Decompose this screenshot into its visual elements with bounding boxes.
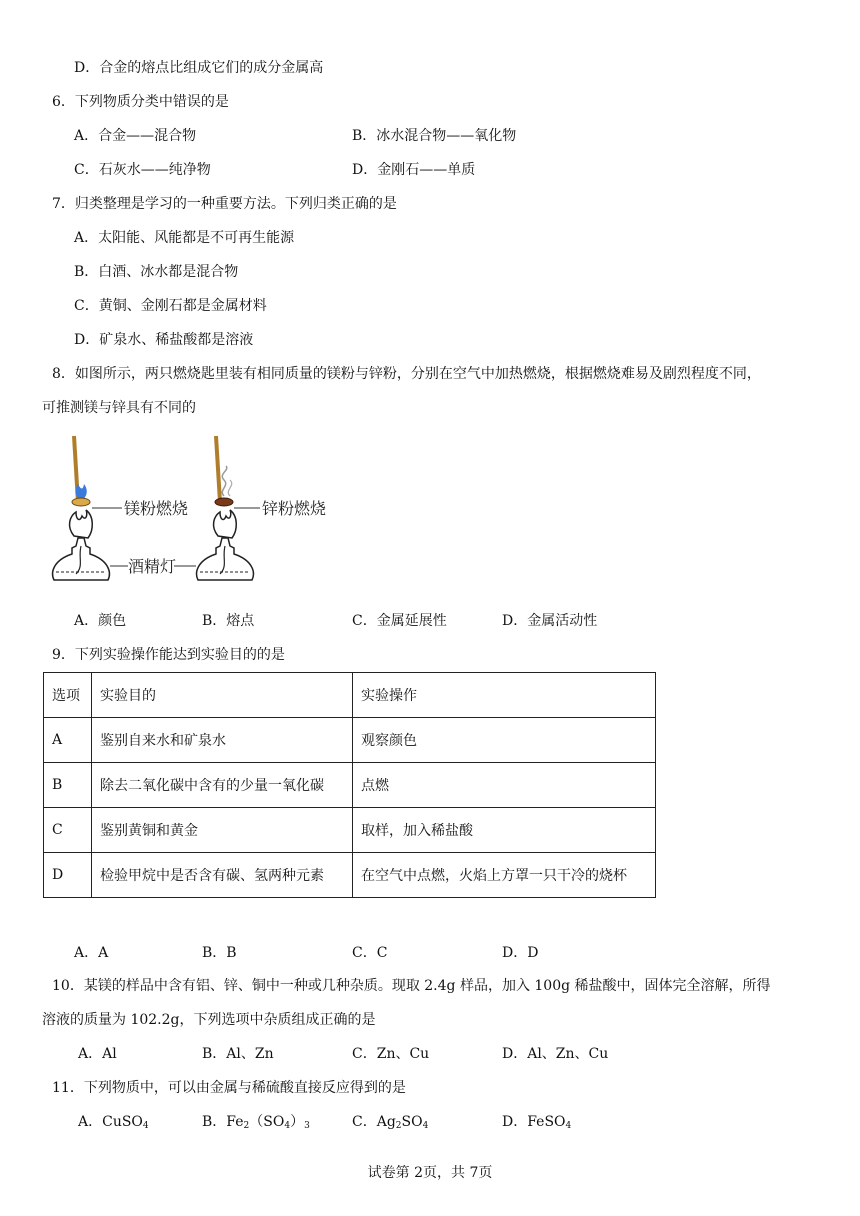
q10-option-a: A．Al: [78, 1046, 117, 1062]
page-footer: 试卷第 2页，共 7页: [367, 1165, 493, 1181]
q8-option-b: B．熔点: [202, 613, 255, 629]
smoke-icon: [222, 466, 227, 496]
table-row: [44, 718, 656, 763]
q11-option-c-sub1: 2: [395, 1121, 402, 1131]
q6-option-a: A．合金——混合物: [74, 128, 197, 144]
lamp-flame-icon: [214, 510, 237, 538]
q11-option-b-sub3: 3: [304, 1121, 310, 1131]
table-cell: D: [44, 853, 92, 898]
table-cell: 鉴别自来水和矿泉水: [92, 718, 353, 763]
table-cell: 取样，加入稀盐酸: [353, 808, 656, 853]
q8-option-d: D．金属活动性: [502, 613, 598, 629]
table-cell: 在空气中点燃，火焰上方罩一只干冷的烧杯: [353, 853, 656, 898]
table-row: [44, 763, 656, 808]
q11-option-a: [78, 1112, 149, 1132]
label-mg: 镁粉燃烧: [124, 499, 189, 518]
q10-option-c: C．Zn、Cu: [352, 1046, 430, 1062]
q11-option-d-text: D．FeSO: [502, 1114, 566, 1130]
q11-option-a-text: A．CuSO: [78, 1114, 143, 1130]
q7-option-a: A．太阳能、风能都是不可再生能源: [74, 230, 295, 246]
table-header: 选项: [44, 673, 92, 718]
table-cell: 除去二氧化碳中含有的少量一氧化碳: [92, 763, 353, 808]
table-cell: 观察颜色: [353, 718, 656, 763]
q11-option-c-text: C．Ag: [352, 1114, 396, 1130]
table-cell: B: [44, 763, 92, 808]
label-zn: 锌粉燃烧: [262, 499, 327, 518]
q11-option-c-mid: SO: [401, 1114, 423, 1130]
q9-option-b: B．B: [202, 945, 237, 961]
q9-table: [43, 672, 656, 898]
table-header: 实验操作: [353, 673, 656, 718]
q11-option-b-text: B．Fe: [202, 1114, 244, 1130]
q11-option-c-sub2: 4: [422, 1121, 429, 1131]
q9-option-a: A．A: [74, 945, 109, 961]
table-cell: A: [44, 718, 92, 763]
q7-option-b: B．白酒、冰水都是混合物: [74, 264, 239, 280]
table-cell: 点燃: [353, 763, 656, 808]
q6-option-b: B．冰水混合物——氧化物: [352, 128, 517, 144]
table-row: [44, 853, 656, 898]
q11-option-d: [502, 1112, 571, 1132]
q11-option-b: [202, 1112, 310, 1132]
table-cell: 鉴别黄铜和黄金: [92, 808, 353, 853]
table-header: 实验目的: [92, 673, 353, 718]
q8-stem-line2: 可推测镁与锌具有不同的: [42, 400, 196, 416]
q11-option-b-suffix: ）: [290, 1114, 305, 1130]
q10-option-b: B．Al、Zn: [202, 1046, 274, 1062]
q5-option-d: D．合金的熔点比组成它们的成分金属高: [74, 60, 324, 76]
table-header-row: [44, 673, 656, 718]
q11-option-c: [352, 1112, 428, 1132]
q8-figure: [48, 434, 338, 594]
q11-stem: 11．下列物质中，可以由金属与稀硫酸直接反应得到的是: [52, 1080, 406, 1096]
q9-option-d: D．D: [502, 945, 539, 961]
label-lamp: 酒精灯: [128, 557, 177, 576]
q11-option-b-sub1: 2: [243, 1121, 250, 1131]
q7-option-d: D．矿泉水、稀盐酸都是溶液: [74, 332, 254, 348]
q6-option-d: D．金刚石——单质: [352, 162, 476, 178]
q9-stem: 9．下列实验操作能达到实验目的的是: [52, 647, 285, 663]
table-row: [44, 808, 656, 853]
q10-option-d: D．Al、Zn、Cu: [502, 1046, 609, 1062]
q10-stem-line2: 溶液的质量为 102.2g，下列选项中杂质组成正确的是: [42, 1012, 376, 1028]
q11-option-d-sub: 4: [565, 1121, 572, 1131]
q11-option-b-mid: （SO: [249, 1114, 285, 1130]
q7-option-c: C．黄铜、金刚石都是金属材料: [74, 298, 267, 314]
q6-stem: 6．下列物质分类中错误的是: [52, 94, 229, 110]
spoon-rod-icon: [216, 436, 220, 502]
q9-option-c: C．C: [352, 945, 388, 961]
table-cell: 检验甲烷中是否含有碳、氢两种元素: [92, 853, 353, 898]
q6-option-c: C．石灰水——纯净物: [74, 162, 211, 178]
lamp-flame-icon: [70, 510, 93, 538]
q7-stem: 7．归类整理是学习的一种重要方法。下列归类正确的是: [52, 196, 397, 212]
q10-stem-line1: 10．某镁的样品中含有铝、锌、铜中一种或几种杂质。现取 2.4g 样品，加入 100g 稀盐酸中，固体完全溶解，所得: [52, 978, 771, 994]
q8-option-c: C．金属延展性: [352, 613, 447, 629]
q8-stem-line1: 8．如图所示，两只燃烧匙里装有相同质量的镁粉与锌粉，分别在空气中加热燃烧，根据燃烧难易及剧烈程度不同，: [52, 366, 761, 382]
q8-option-a: A．颜色: [74, 613, 127, 629]
q11-option-a-sub: 4: [142, 1121, 149, 1131]
q11-option-b-sub2: 4: [284, 1121, 291, 1131]
table-cell: C: [44, 808, 92, 853]
